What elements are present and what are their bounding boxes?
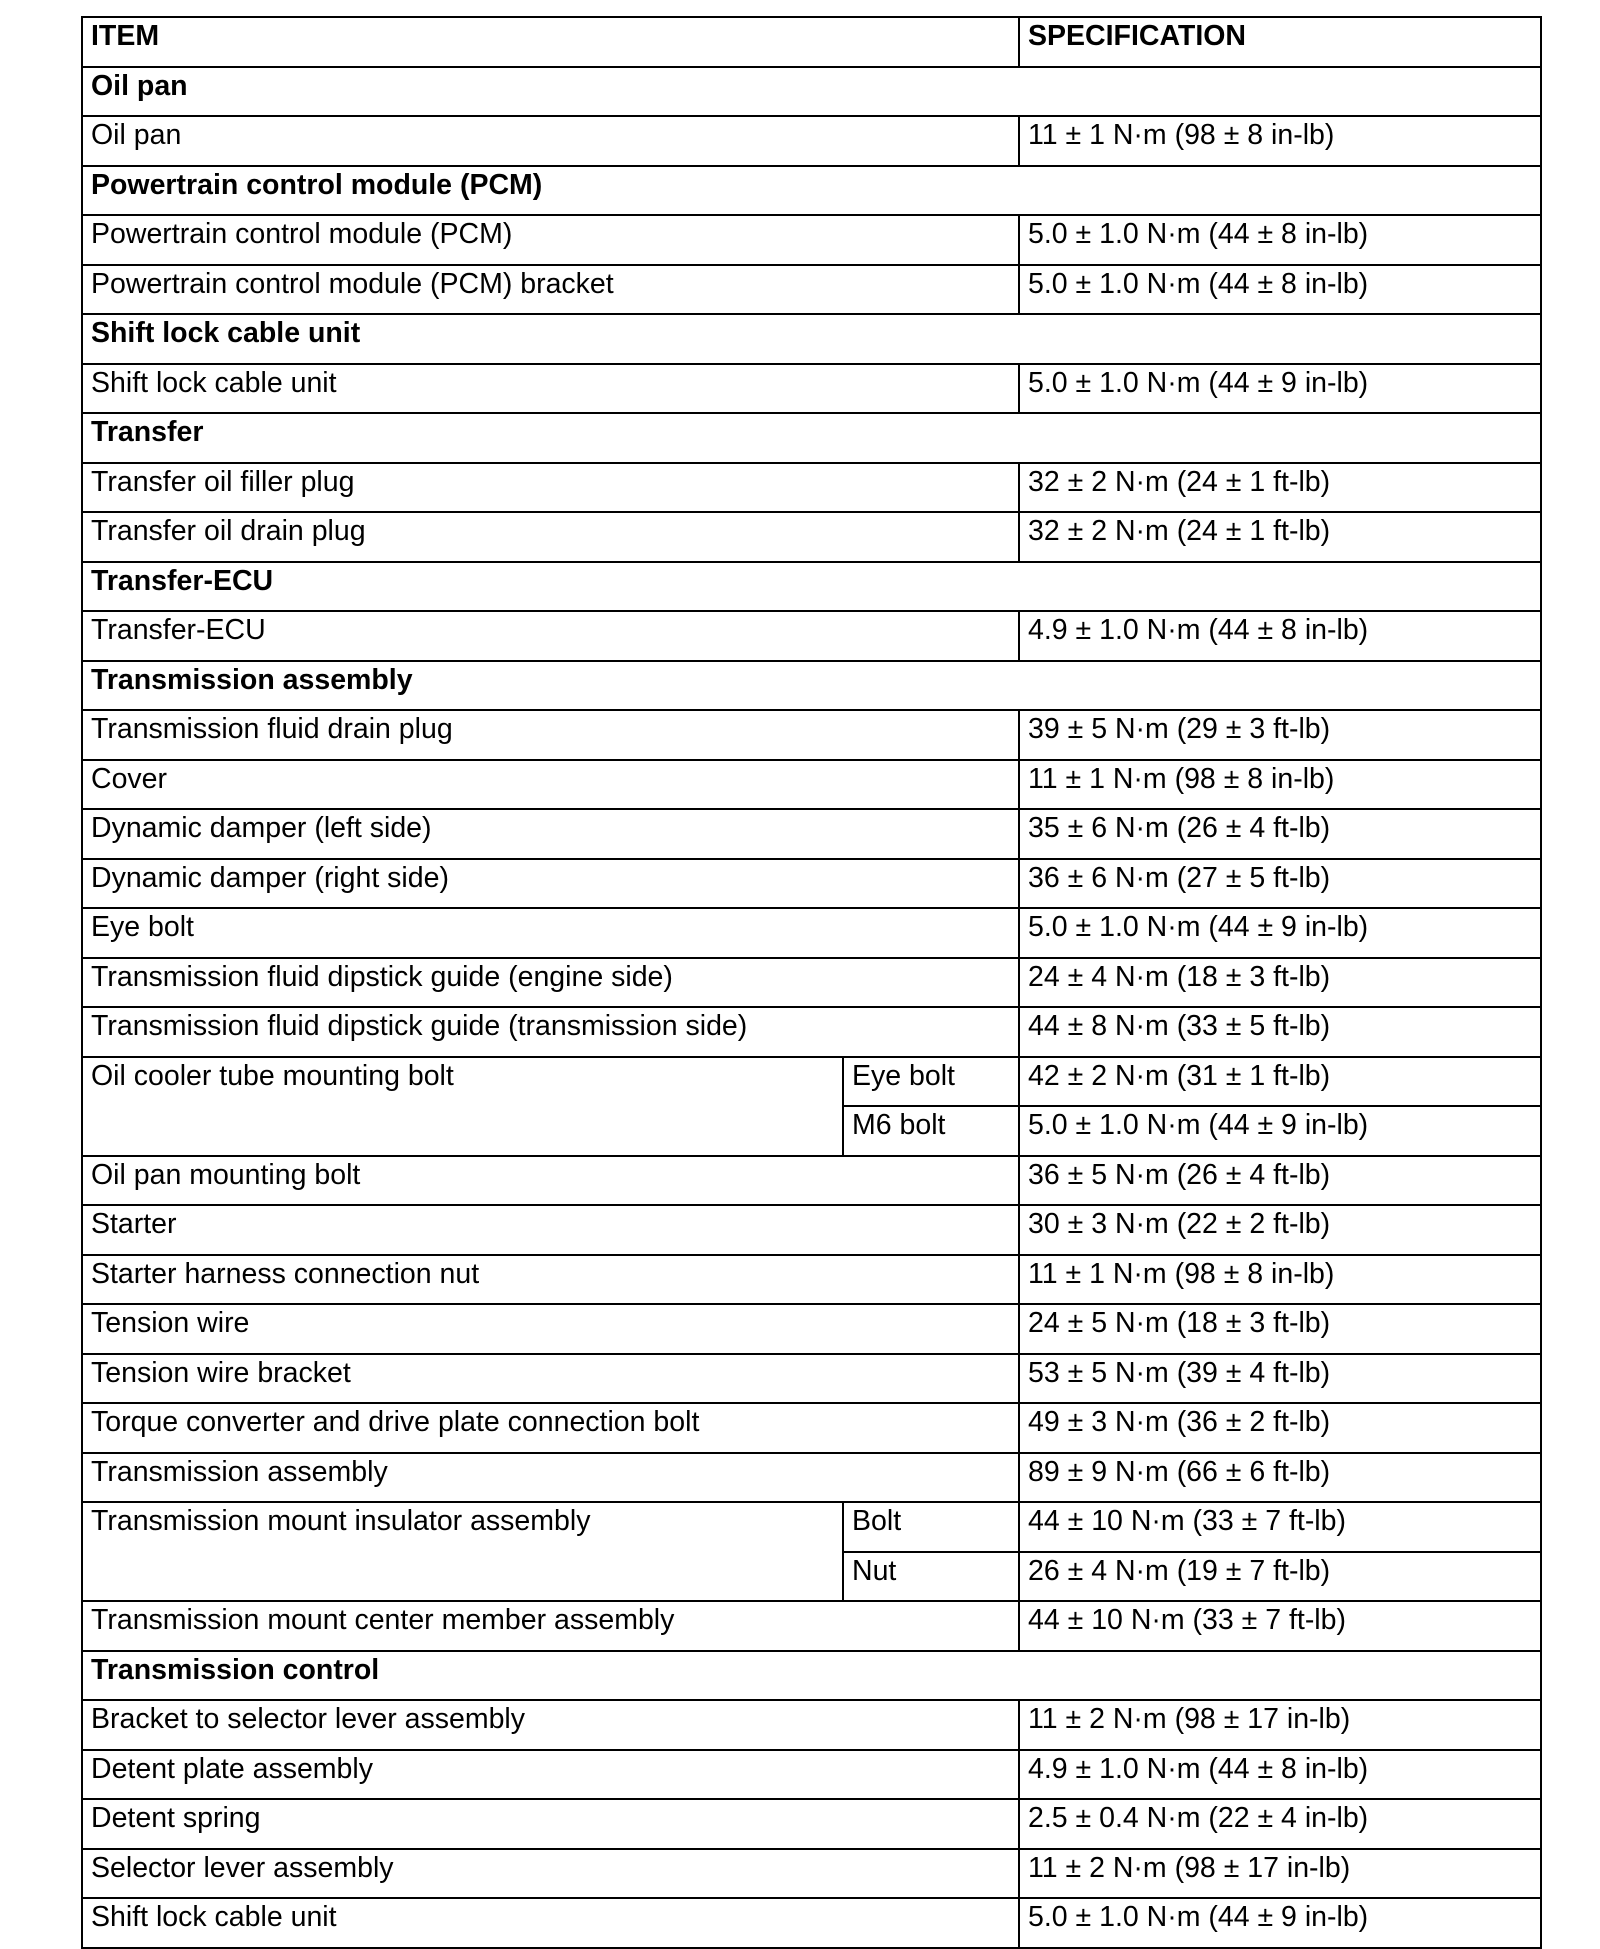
table-row bbox=[82, 1007, 1541, 1057]
item-cell: Cover bbox=[82, 760, 1019, 810]
item-cell: Transmission fluid dipstick guide (engine side) bbox=[82, 958, 1019, 1008]
spec-cell: 89 ± 9 N·m (66 ± 6 ft-lb) bbox=[1019, 1453, 1541, 1503]
item-cell: Selector lever assembly bbox=[82, 1849, 1019, 1899]
spec-cell: 5.0 ± 1.0 N·m (44 ± 9 in-lb) bbox=[1019, 1106, 1541, 1156]
table-row bbox=[82, 859, 1541, 909]
item-cell: Transmission mount insulator assembly bbox=[82, 1502, 843, 1601]
item-cell: Starter bbox=[82, 1205, 1019, 1255]
section-heading: Transfer-ECU bbox=[82, 562, 1541, 612]
item-cell: Tension wire bbox=[82, 1304, 1019, 1354]
table-row bbox=[82, 463, 1541, 513]
table-row bbox=[82, 265, 1541, 315]
item-cell: Oil cooler tube mounting bolt bbox=[82, 1057, 843, 1156]
spec-cell: 53 ± 5 N·m (39 ± 4 ft-lb) bbox=[1019, 1354, 1541, 1404]
item-cell: Oil pan bbox=[82, 116, 1019, 166]
table-row bbox=[82, 1750, 1541, 1800]
item-cell: Shift lock cable unit bbox=[82, 1898, 1019, 1948]
section-heading: Oil pan bbox=[82, 67, 1541, 117]
table-row bbox=[82, 215, 1541, 265]
spec-cell: 11 ± 2 N·m (98 ± 17 in-lb) bbox=[1019, 1849, 1541, 1899]
table-row bbox=[82, 1700, 1541, 1750]
item-cell: Dynamic damper (left side) bbox=[82, 809, 1019, 859]
item-cell: Dynamic damper (right side) bbox=[82, 859, 1019, 909]
item-cell: Detent plate assembly bbox=[82, 1750, 1019, 1800]
spec-cell: 42 ± 2 N·m (31 ± 1 ft-lb) bbox=[1019, 1057, 1541, 1107]
table-header-row bbox=[82, 17, 1541, 67]
spec-cell: 49 ± 3 N·m (36 ± 2 ft-lb) bbox=[1019, 1403, 1541, 1453]
table-row bbox=[82, 1205, 1541, 1255]
item-cell: Powertrain control module (PCM) bracket bbox=[82, 265, 1019, 315]
spec-cell: 5.0 ± 1.0 N·m (44 ± 9 in-lb) bbox=[1019, 908, 1541, 958]
spec-cell: 2.5 ± 0.4 N·m (22 ± 4 in-lb) bbox=[1019, 1799, 1541, 1849]
item-cell: Transfer-ECU bbox=[82, 611, 1019, 661]
spec-cell: 36 ± 6 N·m (27 ± 5 ft-lb) bbox=[1019, 859, 1541, 909]
item-cell: Transmission assembly bbox=[82, 1453, 1019, 1503]
item-cell: Detent spring bbox=[82, 1799, 1019, 1849]
spec-cell: 11 ± 2 N·m (98 ± 17 in-lb) bbox=[1019, 1700, 1541, 1750]
table-row bbox=[82, 116, 1541, 166]
spec-cell: 11 ± 1 N·m (98 ± 8 in-lb) bbox=[1019, 760, 1541, 810]
item-cell: Bracket to selector lever assembly bbox=[82, 1700, 1019, 1750]
item-cell: Shift lock cable unit bbox=[82, 364, 1019, 414]
table-row bbox=[82, 1453, 1541, 1503]
item-cell: Oil pan mounting bolt bbox=[82, 1156, 1019, 1206]
item-cell: Transmission fluid drain plug bbox=[82, 710, 1019, 760]
spec-cell: 32 ± 2 N·m (24 ± 1 ft-lb) bbox=[1019, 463, 1541, 513]
item-cell: Starter harness connection nut bbox=[82, 1255, 1019, 1305]
item-cell: Powertrain control module (PCM) bbox=[82, 215, 1019, 265]
table-row bbox=[82, 1304, 1541, 1354]
item-cell: Transmission fluid dipstick guide (transmission side) bbox=[82, 1007, 1019, 1057]
section-row bbox=[82, 1651, 1541, 1701]
section-heading: Transfer bbox=[82, 413, 1541, 463]
table-row bbox=[82, 710, 1541, 760]
table-row bbox=[82, 908, 1541, 958]
spec-cell: 11 ± 1 N·m (98 ± 8 in-lb) bbox=[1019, 1255, 1541, 1305]
spec-cell: 11 ± 1 N·m (98 ± 8 in-lb) bbox=[1019, 116, 1541, 166]
section-row bbox=[82, 67, 1541, 117]
table-row bbox=[82, 958, 1541, 1008]
table-row bbox=[82, 760, 1541, 810]
table-row bbox=[82, 1601, 1541, 1651]
spec-cell: 5.0 ± 1.0 N·m (44 ± 8 in-lb) bbox=[1019, 265, 1541, 315]
item-cell: Tension wire bracket bbox=[82, 1354, 1019, 1404]
table-row bbox=[82, 1156, 1541, 1206]
spec-cell: 44 ± 10 N·m (33 ± 7 ft-lb) bbox=[1019, 1601, 1541, 1651]
table-row bbox=[82, 1403, 1541, 1453]
table-row bbox=[82, 1799, 1541, 1849]
item-cell: Transfer oil drain plug bbox=[82, 512, 1019, 562]
table-row bbox=[82, 364, 1541, 414]
torque-spec-table bbox=[81, 16, 1542, 1949]
spec-cell: 5.0 ± 1.0 N·m (44 ± 8 in-lb) bbox=[1019, 215, 1541, 265]
section-row bbox=[82, 661, 1541, 711]
table-body bbox=[82, 67, 1541, 1948]
spec-cell: 24 ± 4 N·m (18 ± 3 ft-lb) bbox=[1019, 958, 1541, 1008]
spec-cell: 32 ± 2 N·m (24 ± 1 ft-lb) bbox=[1019, 512, 1541, 562]
spec-cell: 30 ± 3 N·m (22 ± 2 ft-lb) bbox=[1019, 1205, 1541, 1255]
spec-cell: 44 ± 8 N·m (33 ± 5 ft-lb) bbox=[1019, 1007, 1541, 1057]
table-row bbox=[82, 809, 1541, 859]
table-row bbox=[82, 1898, 1541, 1948]
item-cell: Eye bolt bbox=[82, 908, 1019, 958]
spec-cell: 26 ± 4 N·m (19 ± 7 ft-lb) bbox=[1019, 1552, 1541, 1602]
section-heading: Shift lock cable unit bbox=[82, 314, 1541, 364]
spec-cell: 44 ± 10 N·m (33 ± 7 ft-lb) bbox=[1019, 1502, 1541, 1552]
sub-item-cell: M6 bolt bbox=[843, 1106, 1019, 1156]
item-cell: Torque converter and drive plate connection bolt bbox=[82, 1403, 1019, 1453]
section-heading: Powertrain control module (PCM) bbox=[82, 166, 1541, 216]
spec-cell: 5.0 ± 1.0 N·m (44 ± 9 in-lb) bbox=[1019, 1898, 1541, 1948]
section-row bbox=[82, 166, 1541, 216]
section-row bbox=[82, 562, 1541, 612]
spec-cell: 39 ± 5 N·m (29 ± 3 ft-lb) bbox=[1019, 710, 1541, 760]
section-row bbox=[82, 314, 1541, 364]
spec-cell: 24 ± 5 N·m (18 ± 3 ft-lb) bbox=[1019, 1304, 1541, 1354]
table-row bbox=[82, 1057, 1541, 1107]
spec-cell: 36 ± 5 N·m (26 ± 4 ft-lb) bbox=[1019, 1156, 1541, 1206]
table-row bbox=[82, 1255, 1541, 1305]
spec-cell: 4.9 ± 1.0 N·m (44 ± 8 in-lb) bbox=[1019, 1750, 1541, 1800]
table-row bbox=[82, 1502, 1541, 1552]
table-row bbox=[82, 611, 1541, 661]
header-specification: SPECIFICATION bbox=[1019, 17, 1541, 67]
table-row bbox=[82, 1849, 1541, 1899]
sub-item-cell: Bolt bbox=[843, 1502, 1019, 1552]
spec-cell: 5.0 ± 1.0 N·m (44 ± 9 in-lb) bbox=[1019, 364, 1541, 414]
table-row bbox=[82, 512, 1541, 562]
spec-cell: 35 ± 6 N·m (26 ± 4 ft-lb) bbox=[1019, 809, 1541, 859]
section-row bbox=[82, 413, 1541, 463]
sub-item-cell: Eye bolt bbox=[843, 1057, 1019, 1107]
spec-cell: 4.9 ± 1.0 N·m (44 ± 8 in-lb) bbox=[1019, 611, 1541, 661]
table-row bbox=[82, 1354, 1541, 1404]
item-cell: Transmission mount center member assembly bbox=[82, 1601, 1019, 1651]
section-heading: Transmission assembly bbox=[82, 661, 1541, 711]
header-item: ITEM bbox=[82, 17, 1019, 67]
sub-item-cell: Nut bbox=[843, 1552, 1019, 1602]
item-cell: Transfer oil filler plug bbox=[82, 463, 1019, 513]
section-heading: Transmission control bbox=[82, 1651, 1541, 1701]
